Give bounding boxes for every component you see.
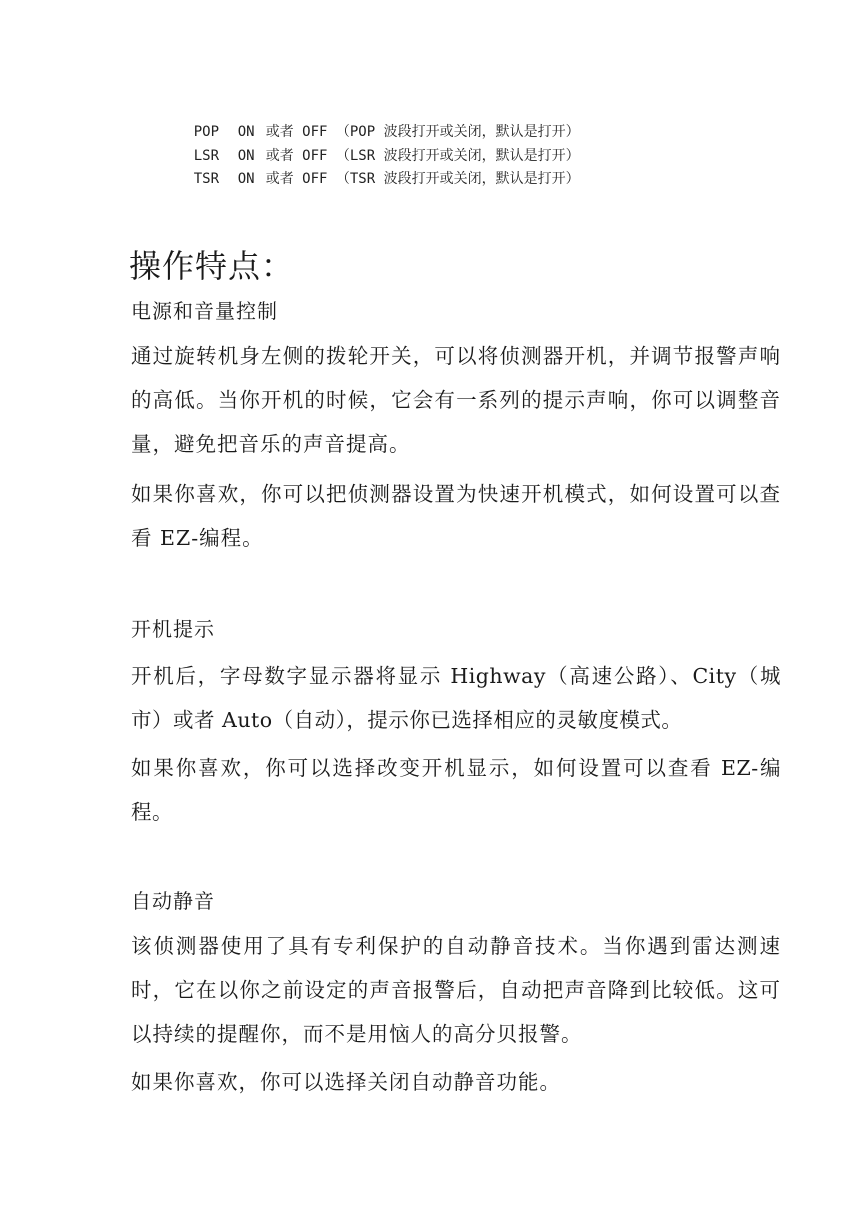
band-state: ON [237,148,255,164]
startup-prompt-note: 如果你喜欢，你可以选择改变开机显示，如何设置可以查看 EZ-编程。 [131,756,781,824]
power-volume-paragraph: 通过旋转机身左侧的拨轮开关，可以将侦测器开机，并调节报警声响的高低。当你开机的时候，它会有一系列的提示声响，你可以调整音量，避免把音乐的声音提高。 [131,344,781,456]
band-setting-tsr [160,155,580,203]
auto-mute-note: 如果你喜欢，你可以选择关闭自动静音功能。 [131,1070,561,1094]
band-description: 或者 OFF （POP 波段打开或关闭，默认是打开） [265,124,580,140]
band-state: ON [237,171,255,187]
band-name: TSR [193,171,220,187]
band-description: 或者 OFF （TSR 波段打开或关闭，默认是打开） [265,171,580,187]
power-volume-title: 电源和音量控制 [131,299,278,323]
section-heading: 操作特点： [129,247,295,285]
band-name: LSR [193,148,220,164]
power-volume-note: 如果你喜欢，你可以把侦测器设置为快速开机模式，如何设置可以查看 EZ-编程。 [131,482,781,550]
band-state: ON [237,124,255,140]
auto-mute-paragraph: 该侦测器使用了具有专利保护的自动静音技术。当你遇到雷达测速时，它在以你之前设定的声音报警后，自动把声音降到比较低。这可以持续的提醒你，而不是用恼人的高分贝报警。 [131,934,781,1046]
band-description: 或者 OFF （LSR 波段打开或关闭，默认是打开） [265,148,580,164]
band-name: POP [193,124,220,140]
startup-prompt-paragraph: 开机后，字母数字显示器将显示 Highway（高速公路）、City（城市）或者 Auto（自动），提示你已选择相应的灵敏度模式。 [131,664,781,732]
auto-mute-title: 自动静音 [131,889,215,913]
startup-prompt-title: 开机提示 [131,617,215,641]
